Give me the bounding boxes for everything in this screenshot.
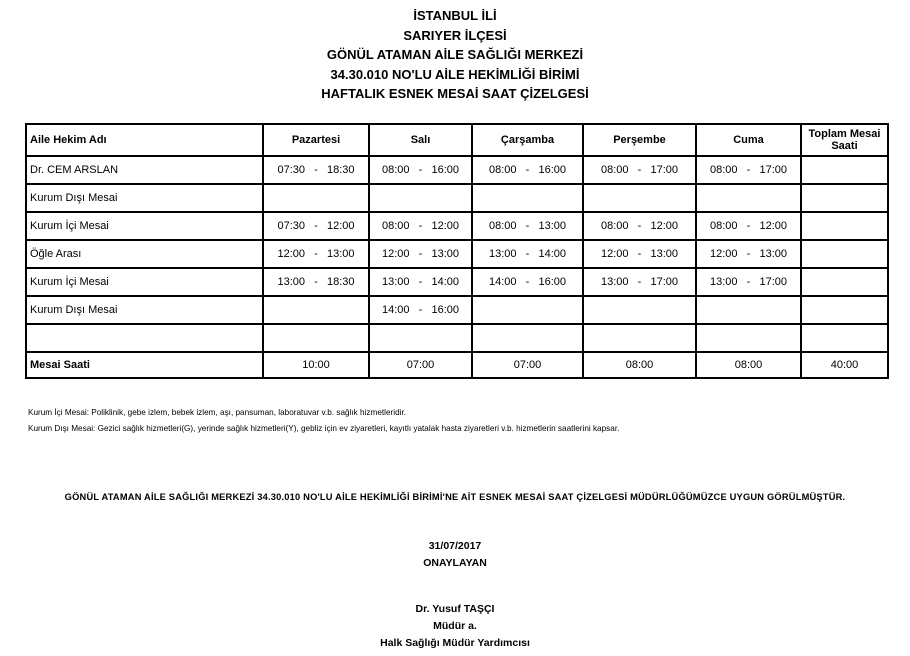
table-row [26, 212, 888, 240]
note-internal: Kurum İçi Mesai: Poliklinik, gebe izlem, bebek izlem, aşı, pansuman, laboratuvar v.b. sağlık hizmetleridir. [28, 408, 406, 417]
table-cell [801, 156, 888, 184]
table-cell: 08:00 - 12:00 [696, 212, 801, 240]
notes [28, 405, 619, 437]
table-header-row [26, 124, 888, 156]
table-cell: 13:00 - 18:30 [263, 268, 369, 296]
row-label: Kurum Dışı Mesai [26, 296, 263, 324]
table-cell [801, 296, 888, 324]
table-row [26, 184, 888, 212]
table-cell [583, 296, 696, 324]
table-cell [696, 324, 801, 352]
table-cell: 08:00 - 17:00 [696, 156, 801, 184]
table-cell: 08:00 - 12:00 [369, 212, 472, 240]
table-cell: 13:00 - 14:00 [472, 240, 583, 268]
column-header-friday: Cuma [696, 124, 801, 156]
table-cell: 13:00 - 17:00 [696, 268, 801, 296]
column-header-thursday: Perşembe [583, 124, 696, 156]
table-cell [801, 324, 888, 352]
total-cell: 08:00 [696, 352, 801, 378]
row-label [26, 324, 263, 352]
table-row [26, 240, 888, 268]
row-label: Kurum İçi Mesai [26, 212, 263, 240]
signatory-title: Müdür a. [433, 620, 477, 632]
column-header-tuesday: Salı [369, 124, 472, 156]
total-cell: 10:00 [263, 352, 369, 378]
table-row [26, 268, 888, 296]
row-label: Kurum Dışı Mesai [26, 184, 263, 212]
approval-date: 31/07/2017 [428, 540, 482, 552]
signatory-name: Dr. Yusuf TAŞÇI [415, 603, 495, 615]
table-row [26, 156, 888, 184]
table-cell: 12:00 - 13:00 [696, 240, 801, 268]
row-label: Öğle Arası [26, 240, 263, 268]
note-external: Kurum Dışı Mesai: Gezici sağlık hizmetleri(G), yerinde sağlık hizmetleri(Y), gebliz için ev ziyaretleri, kayıtlı yatalak hasta ziyaretleri v.b. hizmetlerin saatlerini kapsar. [28, 424, 620, 433]
table-cell: 08:00 - 17:00 [583, 156, 696, 184]
total-row [26, 352, 888, 378]
header-title: HAFTALIK ESNEK MESAİ SAAT ÇİZELGESİ [321, 86, 589, 101]
total-cell: 40:00 [801, 352, 888, 378]
table-cell: 08:00 - 12:00 [583, 212, 696, 240]
table-cell: 14:00 - 16:00 [472, 268, 583, 296]
row-label: Kurum İçi Mesai [26, 268, 263, 296]
table-cell [801, 268, 888, 296]
table-cell [583, 184, 696, 212]
signatory-block [0, 601, 910, 652]
table-cell: 08:00 - 16:00 [369, 156, 472, 184]
table-cell [472, 184, 583, 212]
table-row [26, 296, 888, 324]
total-cell: 08:00 [583, 352, 696, 378]
table-row [26, 324, 888, 352]
table-cell: 08:00 - 16:00 [472, 156, 583, 184]
row-label: Dr. CEM ARSLAN [26, 156, 263, 184]
table-cell [263, 184, 369, 212]
table-cell: 12:00 - 13:00 [369, 240, 472, 268]
table-cell [369, 184, 472, 212]
approval-statement: GÖNÜL ATAMAN AİLE SAĞLIĞI MERKEZİ 34.30.010 NO'LU AİLE HEKİMLİĞİ BİRİMİ'NE AİT ESNEK MESAİ SAAT ÇİZELGESİ MÜDÜRLÜĞÜMÜZCE UYGUN GÖRÜLMÜŞTÜR. [64, 492, 846, 502]
total-cell: 07:00 [472, 352, 583, 378]
schedule-table [25, 123, 889, 379]
table-cell: 07:30 - 18:30 [263, 156, 369, 184]
table-cell [263, 324, 369, 352]
table-cell [583, 324, 696, 352]
column-header-total: Toplam Mesai Saati [801, 124, 888, 156]
table-cell [696, 296, 801, 324]
table-cell [801, 240, 888, 268]
table-cell [369, 324, 472, 352]
table-cell [801, 184, 888, 212]
approval-block [0, 538, 910, 572]
table-cell: 07:30 - 12:00 [263, 212, 369, 240]
table-cell: 12:00 - 13:00 [263, 240, 369, 268]
table-cell [263, 296, 369, 324]
total-label: Mesai Saati [26, 352, 263, 378]
table-cell: 08:00 - 13:00 [472, 212, 583, 240]
header-district: SARIYER İLÇESİ [403, 27, 507, 43]
table-cell [472, 296, 583, 324]
table-cell [696, 184, 801, 212]
header-unit: 34.30.010 NO'LU AİLE HEKİMLİĞİ BİRİMİ [330, 66, 580, 82]
table-cell: 12:00 - 13:00 [583, 240, 696, 268]
column-header-doctor: Aile Hekim Adı [26, 124, 263, 156]
table-cell: 13:00 - 17:00 [583, 268, 696, 296]
column-header-monday: Pazartesi [263, 124, 369, 156]
signatory-position: Halk Sağlığı Müdür Yardımcısı [380, 637, 530, 649]
total-cell: 07:00 [369, 352, 472, 378]
approval-status: ONAYLAYAN [423, 557, 487, 569]
header-center: GÖNÜL ATAMAN AİLE SAĞLIĞI MERKEZİ [326, 47, 584, 62]
header-province: İSTANBUL İLİ [413, 8, 497, 23]
table-cell [801, 212, 888, 240]
table-cell [472, 324, 583, 352]
table-cell: 13:00 - 14:00 [369, 268, 472, 296]
table-cell: 14:00 - 16:00 [369, 296, 472, 324]
column-header-wednesday: Çarşamba [472, 124, 583, 156]
document-header [0, 6, 910, 104]
